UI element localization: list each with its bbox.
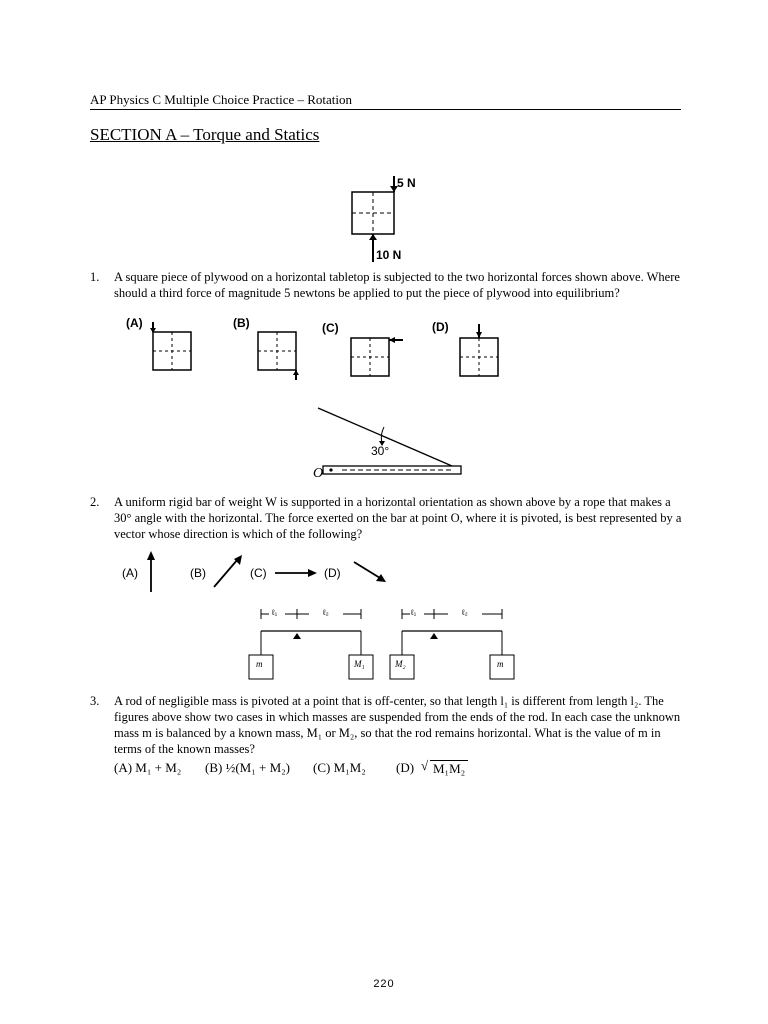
q3-choice-b: (B) ½(M₁ + M₂) bbox=[205, 760, 291, 775]
q2-text: A uniform rigid bar of weight W is supported in a horizontal orientation as shown above by a rope that makes a 30° angle with the horizontal. The force exerted on the bar at point O, where it is pivoted, is best represented by a vector whose direction is which of the following? bbox=[114, 495, 682, 541]
q3-case1-len1-label: ℓ₁ bbox=[272, 608, 278, 617]
q2-pivot-label: O bbox=[313, 466, 324, 481]
q3-case2-M2-label: M₂ bbox=[395, 659, 406, 669]
section-title: SECTION A – Torque and Statics bbox=[90, 125, 320, 144]
q2-choice-c-label: (C) bbox=[250, 566, 267, 580]
q1-number: 1. bbox=[90, 270, 100, 284]
q2-number: 2. bbox=[90, 495, 100, 509]
q1-bottom-force-label: 10 N bbox=[376, 248, 402, 262]
q2-choice-d-arrow bbox=[352, 560, 388, 584]
q3-figure-case2 bbox=[386, 603, 521, 681]
q1-top-force-label: 5 N bbox=[397, 176, 416, 190]
q3-choice-c: (C) M₁M₂ bbox=[313, 760, 366, 775]
q3-case2-len1-label: ℓ₁ bbox=[411, 608, 417, 617]
q2-angle-label: 30° bbox=[371, 444, 390, 458]
q3-case1-len2-label: ℓ₂ bbox=[323, 608, 329, 617]
q1-text: A square piece of plywood on a horizontal tabletop is subjected to the two horizontal forces shown above. Where should a third force of magnitude 5 newtons be applied to put the piece of plywood into equilibrium? bbox=[114, 270, 680, 300]
q3-number: 3. bbox=[90, 694, 100, 708]
q2-choice-b-arrow bbox=[212, 553, 244, 589]
q1-choice-c-figure bbox=[345, 330, 410, 382]
q1-choice-b-figure bbox=[250, 320, 310, 382]
q3-choice-d: (D) bbox=[396, 760, 415, 775]
q3-text: A rod of negligible mass is pivoted at a point that is off-center, so that length l₁ is different from length l₂. The figures above show two cases in which masses are suspended from the ends of the rod. In each case the unknown mass m is balanced by a known mass, M₁ or M₂, so that the rod remains horizontal. What is the value of m in terms of the known masses? bbox=[114, 694, 681, 756]
q3-choice-d-sqrt-icon: √ bbox=[421, 758, 429, 773]
q1-choice-d-label: (D) bbox=[432, 320, 449, 334]
q2-choice-d-label: (D) bbox=[324, 566, 341, 580]
q2-choice-a-arrow bbox=[144, 550, 158, 594]
q2-choice-a-label: (A) bbox=[122, 566, 138, 580]
q1-choice-a-label: (A) bbox=[126, 316, 143, 330]
q2-choice-c-arrow bbox=[274, 566, 318, 580]
q3-case2-len2-label: ℓ₂ bbox=[462, 608, 468, 617]
q3-case2-m-label: m bbox=[497, 659, 504, 669]
page-number: 220 bbox=[373, 978, 395, 990]
q3-choice-d-radicand: M₁M₂ bbox=[430, 760, 468, 777]
q2-main-figure bbox=[312, 405, 467, 485]
header-rule bbox=[90, 109, 681, 110]
q3-case1-M1-label: M₁ bbox=[354, 659, 365, 669]
q3-figure-case1 bbox=[245, 603, 375, 681]
q3-choice-a: (A) M₁ + M₂ bbox=[114, 760, 182, 775]
document-header: AP Physics C Multiple Choice Practice – Rotation bbox=[90, 92, 353, 107]
q1-choice-a-figure bbox=[140, 320, 200, 380]
q3-case1-m-label: m bbox=[256, 659, 263, 669]
q1-choice-d-figure bbox=[455, 322, 505, 382]
q1-choice-c-label: (C) bbox=[322, 321, 339, 335]
q2-choice-b-label: (B) bbox=[190, 566, 206, 580]
q1-choice-b-label: (B) bbox=[233, 316, 250, 330]
